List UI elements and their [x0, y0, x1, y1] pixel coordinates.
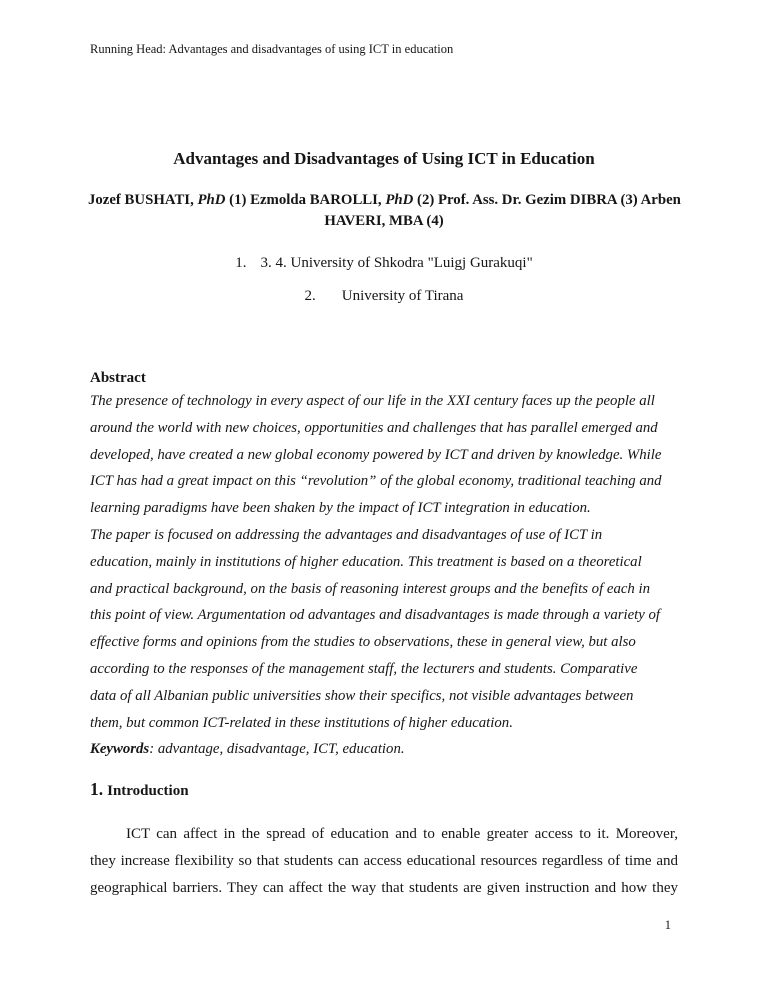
abstract-line: developed, have created a new global economy powered by ICT and driven by knowledge. While [90, 446, 662, 463]
abstract-body [90, 388, 690, 763]
introduction-line: they increase flexibility so that students can access educational resources regardless of time and [90, 853, 678, 869]
abstract-line: The paper is focused on addressing the advantages and disadvantages of use of ICT in [90, 526, 603, 543]
abstract-line: this point of view. Argumentation od advantages and disadvantages is made through a variety of [90, 607, 661, 624]
authors-line-2: HAVERI, MBA (4) [324, 213, 444, 229]
abstract-line: learning paradigms have been shaken by the impact of ICT integration in education. [90, 500, 591, 517]
abstract-line: according to the responses of the management staff, the lecturers and students. Comparative [90, 660, 638, 677]
introduction-line: geographical barriers. They can affect the way that students are given instruction and how they [90, 880, 678, 896]
abstract-line: them, but common ICT-related in these institutions of higher education. [90, 714, 513, 731]
page-number: 1 [664, 918, 671, 932]
affiliation-number: 2. [304, 288, 316, 304]
abstract-line: and practical background, on the basis of reasoning interest groups and the benefits of each in [90, 580, 651, 597]
affiliation-text: 3. 4. University of Shkodra "Luigj Gurakuqi" [260, 255, 533, 271]
keywords-line: Keywords: advantage, disadvantage, ICT, education. [90, 741, 405, 758]
running-head: Running Head: Advantages and disadvantages of using ICT in education [90, 42, 454, 56]
introduction-line: ICT can affect in the spread of education and to enable greater access to it. Moreover, [126, 826, 678, 842]
paper-title: Advantages and Disadvantages of Using ICT in Education [173, 149, 595, 168]
abstract-line: ICT has had a great impact on this “revolution” of the global economy, traditional teaching and [90, 473, 662, 490]
abstract-line: education, mainly in institutions of higher education. This treatment is based on a theoretical [90, 553, 642, 570]
authors-block [88, 190, 680, 232]
affiliation-number: 1. [235, 255, 247, 271]
abstract-line: around the world with new choices, opportunities and challenges that has parallel emerged and [90, 419, 658, 436]
abstract-line: data of all Albanian public universities show their specifics, not visible advantages between [90, 687, 634, 704]
affiliation-item-1 [90, 255, 678, 272]
abstract-heading: Abstract [90, 370, 146, 386]
introduction-body [90, 821, 678, 902]
abstract-line: The presence of technology in every aspect of our life in the XXI century faces up the people all [90, 393, 655, 409]
section-heading-introduction: 1. Introduction [90, 779, 189, 799]
affiliation-item-2 [90, 288, 678, 305]
authors-line-1: Jozef BUSHATI, PhD (1) Ezmolda BAROLLI, PhD (2) Prof. Ass. Dr. Gezim DIBRA (3) Arben [88, 192, 681, 208]
abstract-line: effective forms and opinions from the studies to observations, these in general view, but also [90, 634, 636, 651]
affiliation-text: University of Tirana [341, 288, 464, 304]
